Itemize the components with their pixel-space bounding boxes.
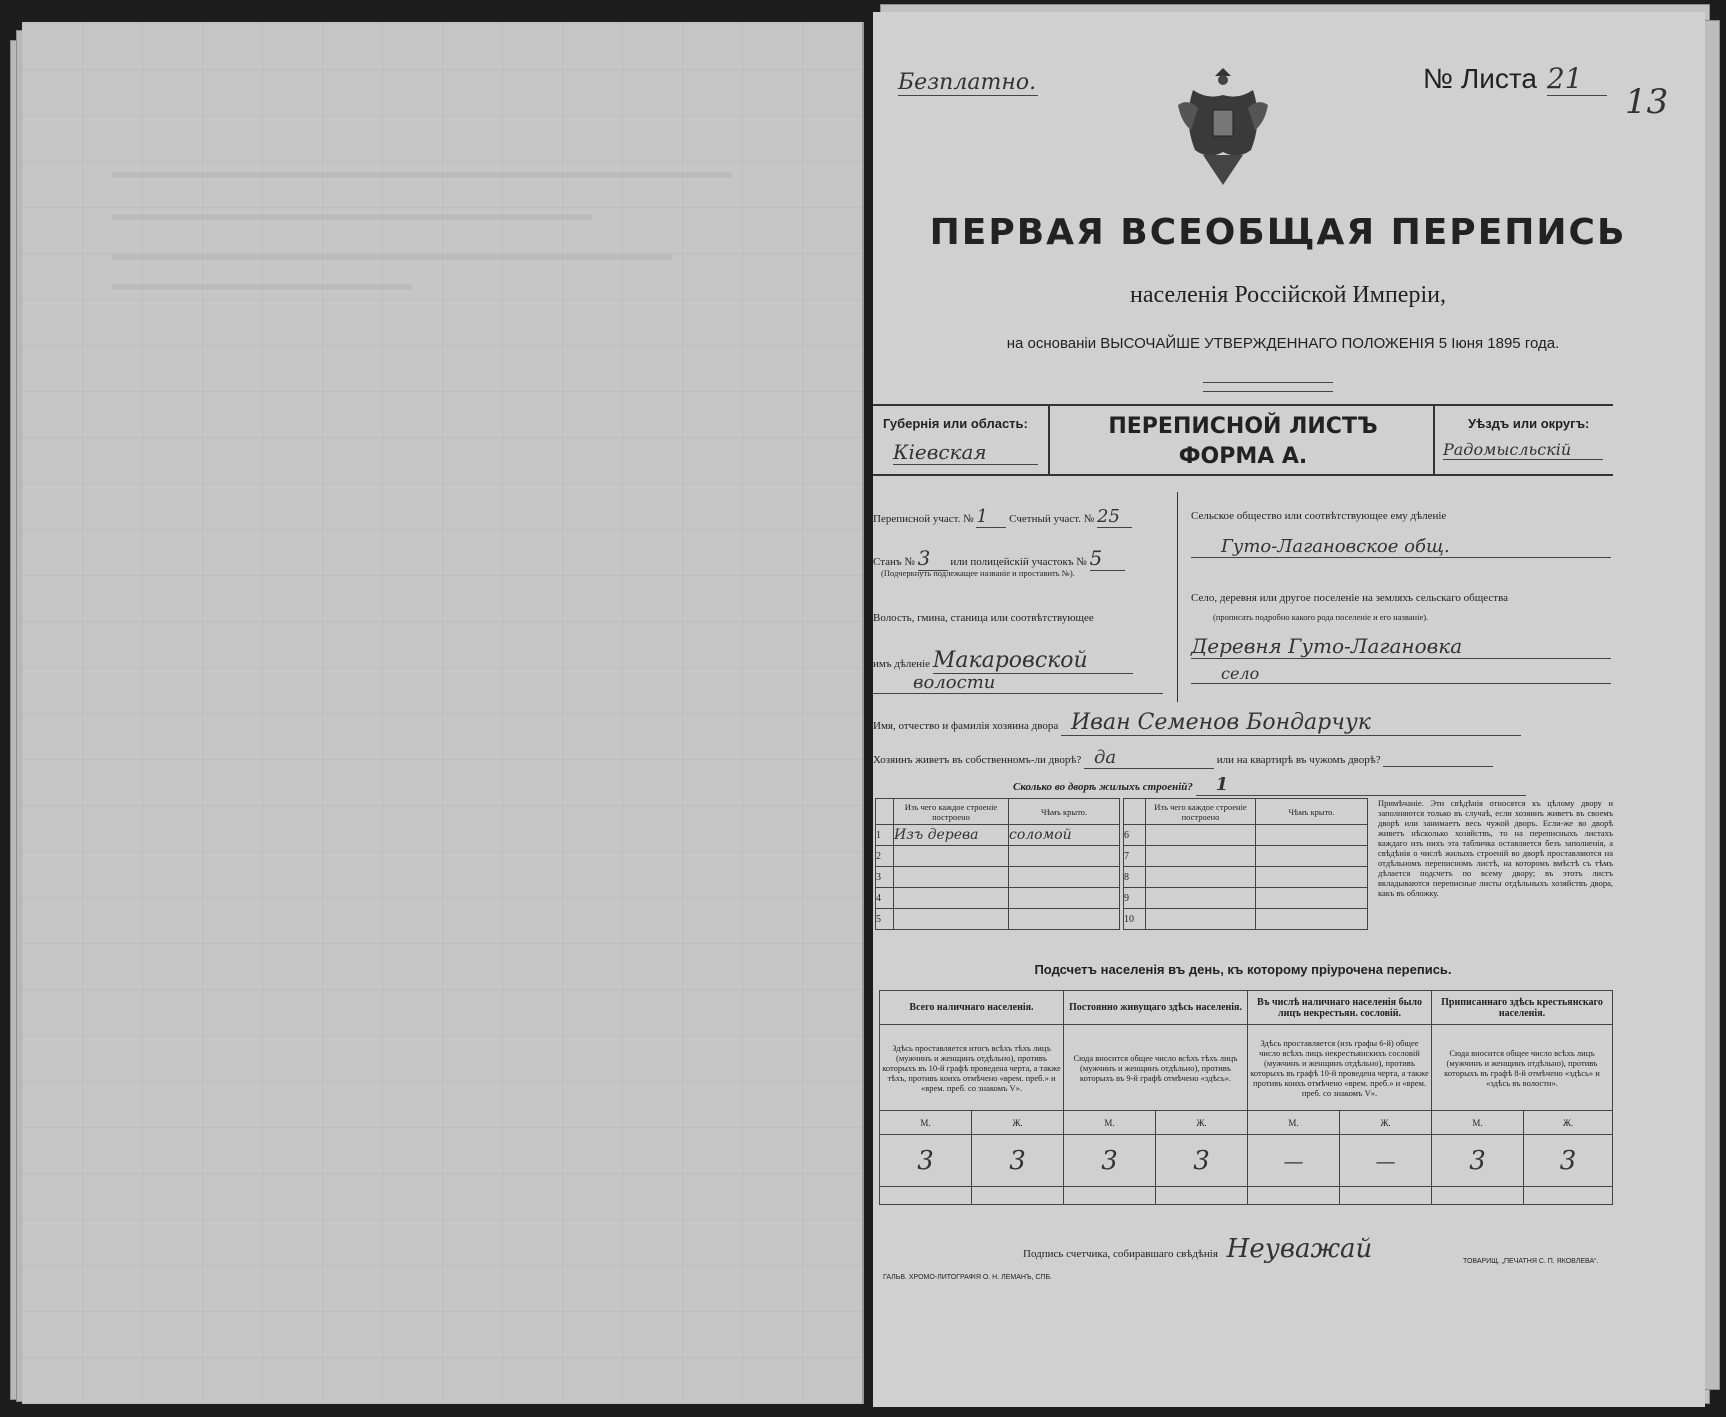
village-value-2: село <box>1191 664 1611 684</box>
buildings-table-right <box>1123 798 1368 930</box>
col-material: Изъ чего каждое строеніе построено <box>894 799 1009 825</box>
roof-cell <box>1009 888 1120 909</box>
printer-right: ТОВАРИЩ. „ПЕЧАТНЯ С. П. ЯКОВЛЕВА“. <box>1463 1258 1599 1265</box>
stan-value: 3 <box>918 546 948 571</box>
sheet-number-hand: 21 <box>1547 62 1607 96</box>
box-left-divider <box>1048 404 1050 476</box>
row-num: 4 <box>876 888 894 909</box>
form-basis: на основаніи ВЫСОЧАЙШЕ УТВЕРЖДЕННАГО ПОЛОЖЕНІЯ 5 Іюня 1895 года. <box>1006 335 1560 352</box>
roof-cell <box>1009 867 1120 888</box>
signature-label: Подпись счетчика, собиравшаго свѣдѣнія <box>1023 1248 1218 1260</box>
sheet-label: № Листа <box>1423 63 1537 94</box>
census-section-value: 1 <box>976 506 1006 528</box>
m-label: М. <box>1432 1111 1524 1135</box>
pop-f-value: 3 <box>1524 1135 1613 1187</box>
row-num: 2 <box>876 846 894 867</box>
pop-col-title: Приписаннаго здѣсь крестьянскаго населенія. <box>1432 991 1613 1025</box>
pop-m-value: 3 <box>880 1135 972 1187</box>
village-label: Село, деревня или другое поселеніе на земляхъ сельскаго общества <box>1191 592 1509 604</box>
pop-col-title: Всего наличнаго населенія. <box>880 991 1064 1025</box>
signature-value: Неуважай <box>1226 1234 1373 1264</box>
pop-col-title: Въ числѣ наличнаго населенія было лицъ некрестьян. сословій. <box>1248 991 1432 1025</box>
box-bottom-rule <box>873 474 1613 476</box>
pop-col-desc: Сюда вносится общее число всѣхъ лицъ (мужчинъ и женщинъ отдѣльно), противъ которыхъ въ графѣ 8-й отмѣчено «здѣсь» и «здѣсь въ волости». <box>1432 1025 1613 1111</box>
box-right-divider <box>1433 404 1435 476</box>
col-roof: Чѣмъ крыто. <box>1009 799 1120 825</box>
row-num: 9 <box>1124 888 1146 909</box>
counting-section-value: 25 <box>1097 506 1132 528</box>
pop-m-value: — <box>1248 1135 1340 1187</box>
census-form-page <box>873 12 1705 1407</box>
stan-label: Станъ № <box>873 556 915 568</box>
pop-col-desc: Здѣсь проставляется (изъ графы 6-й) общее число всѣхъ лицъ некрестьянскихъ сословій (мужчинъ и женщинъ отдѣльно), противъ которыхъ въ графѣ 10-й проведена черта, а также противъ коихъ отмѣчено «врем. преб.» и «врем. преб. со знакомъ V». <box>1248 1025 1432 1111</box>
village-value: Деревня Гуто-Лагановка <box>1191 634 1611 659</box>
lives-rent-value <box>1383 754 1493 767</box>
pop-col-desc: Сюда вносится общее число всѣхъ тѣхъ лицъ (мужчинъ и женщинъ отдѣльно), противъ которыхъ въ 9-й графѣ отмѣчено «здѣсь». <box>1064 1025 1248 1111</box>
form-title: ПЕРВАЯ ВСЕОБЩАЯ ПЕРЕПИСЬ <box>929 212 1627 253</box>
counting-section-label: Счетный участ. № <box>1009 513 1095 525</box>
row-num: 6 <box>1124 825 1146 846</box>
col-roof: Чѣмъ крыто. <box>1256 799 1368 825</box>
row-num: 7 <box>1124 846 1146 867</box>
owner-value: Иван Семенов Бондарчук <box>1061 710 1521 736</box>
box-top-rule <box>873 404 1613 406</box>
roof-cell <box>1009 846 1120 867</box>
col-material: Изъ чего каждое строеніе построено <box>1146 799 1256 825</box>
form-subtitle: населенія Россійской Имперіи, <box>1130 282 1446 308</box>
material-cell <box>894 888 1009 909</box>
population-table <box>879 990 1613 1205</box>
free-label: Безплатно. <box>898 70 1037 95</box>
m-label: М. <box>1248 1111 1340 1135</box>
province-value: Кіевская <box>893 440 1038 465</box>
province-label: Губернія или область: <box>883 416 1028 431</box>
pop-col-desc: Здѣсь проставляется итогъ всѣхъ тѣхъ лицъ (мужчинъ и женщинъ отдѣльно), противъ которыхъ въ 10-й графѣ проведена черта, а также тѣхъ, противъ коихъ отмѣчено «врем. преб.» и «врем. преб. со знакомъ V». <box>880 1025 1064 1111</box>
pop-m-value: 3 <box>1432 1135 1524 1187</box>
society-value: Гуто-Лагановское общ. <box>1191 536 1611 558</box>
row-num: 10 <box>1124 909 1146 930</box>
roof-cell: соломой <box>1009 825 1120 846</box>
pop-f-value: — <box>1340 1135 1432 1187</box>
left-page <box>22 22 864 1404</box>
material-cell: Изъ дерева <box>894 825 1009 846</box>
lives-rent-label: или на квартирѣ въ чужомъ дворѣ? <box>1216 754 1381 766</box>
buildings-row <box>1013 774 1613 796</box>
volost-row <box>873 648 1173 674</box>
material-cell <box>894 846 1009 867</box>
m-label: М. <box>1064 1111 1156 1135</box>
volost-label: Волость, гмина, станица или соотвѣтствующее <box>873 612 1094 624</box>
population-heading: Подсчетъ населенія въ день, къ которому пріурочена перепись. <box>1034 962 1452 977</box>
f-label: Ж. <box>1524 1111 1613 1135</box>
pop-col-title: Постоянно живущаго здѣсь населенія. <box>1064 991 1248 1025</box>
census-section-label: Переписной участ. № <box>873 513 974 525</box>
underline-note: (Подчеркнуть подлежащее названіе и проставить №). <box>881 568 1075 578</box>
buildings-label: Сколько во дворѣ жилыхъ строеній? <box>1013 781 1193 793</box>
row-num: 5 <box>876 909 894 930</box>
material-cell <box>894 867 1009 888</box>
village-note: (прописать подробно какого рода поселеніе и его названіе). <box>1213 612 1429 622</box>
volost-value: Макаровской <box>933 648 1133 674</box>
lives-own-label: Хозяинъ живетъ въ собственномъ-ли дворѣ? <box>873 754 1082 766</box>
m-label: М. <box>880 1111 972 1135</box>
form-title-2: ФОРМА А. <box>1178 444 1308 469</box>
sheet-number-corner: 13 <box>1625 82 1669 122</box>
census-section-row <box>873 506 1173 528</box>
buildings-value: 1 <box>1196 774 1526 796</box>
police-value: 5 <box>1090 546 1125 571</box>
f-label: Ж. <box>972 1111 1064 1135</box>
buildings-table-left <box>875 798 1120 930</box>
district-label: Уѣздъ или округъ: <box>1468 416 1590 431</box>
f-label: Ж. <box>1156 1111 1248 1135</box>
owner-label: Имя, отчество и фамилія хозяина двора <box>873 720 1059 732</box>
material-cell <box>894 909 1009 930</box>
volost-value-2: волости <box>873 672 1163 694</box>
police-label: или полицейскій участокъ № <box>950 556 1087 568</box>
row-num: 8 <box>1124 867 1146 888</box>
fields-divider <box>1177 492 1178 702</box>
printer-left: ГАЛЬВ. ХРОМО-ЛИТОГРАФІЯ О. Н. ЛЕМАНЪ, СПБ. <box>883 1274 1053 1281</box>
volost-label-2: имъ дѣленіе <box>873 658 931 670</box>
owner-row <box>873 710 1613 736</box>
double-headed-eagle-emblem <box>1173 60 1273 190</box>
pop-f-value: 3 <box>1156 1135 1248 1187</box>
buildings-note: Примѣчаніе. Эти свѣдѣнія относятся къ цѣлому двору и заполняются только въ случаѣ, если хозяинъ живетъ въ своемъ дворѣ или занимаетъ весь чужой дворъ. Если-же во дворѣ живетъ нѣсколько хозяйствъ, то на переписныхъ листахъ каждаго изъ нихъ эта табличка оставляется безъ заполненія, а свѣдѣнія о числѣ жилыхъ строеній во дворѣ проставляются на отдѣльномъ переписномъ листѣ, на которомъ вмѣстѣ съ тѣмъ дѣлается подсчетъ по всему двору; въ этотъ листъ вкладываются переписные листы отдѣльныхъ хозяйствъ двора, какъ въ обложку. <box>1378 798 1613 898</box>
pop-m-value: 3 <box>1064 1135 1156 1187</box>
lives-row <box>873 747 1613 769</box>
row-num: 1 <box>876 825 894 846</box>
form-title-1: ПЕРЕПИСНОЙ ЛИСТЪ <box>1108 414 1378 439</box>
lives-own-value: да <box>1084 747 1214 769</box>
pop-f-value: 3 <box>972 1135 1064 1187</box>
society-label: Сельское общество или соотвѣтствующее ему дѣленіе <box>1191 510 1447 522</box>
row-num: 3 <box>876 867 894 888</box>
title-ornament <box>1203 382 1333 392</box>
district-value: Радомысльскій <box>1443 440 1603 460</box>
roof-cell <box>1009 909 1120 930</box>
f-label: Ж. <box>1340 1111 1432 1135</box>
